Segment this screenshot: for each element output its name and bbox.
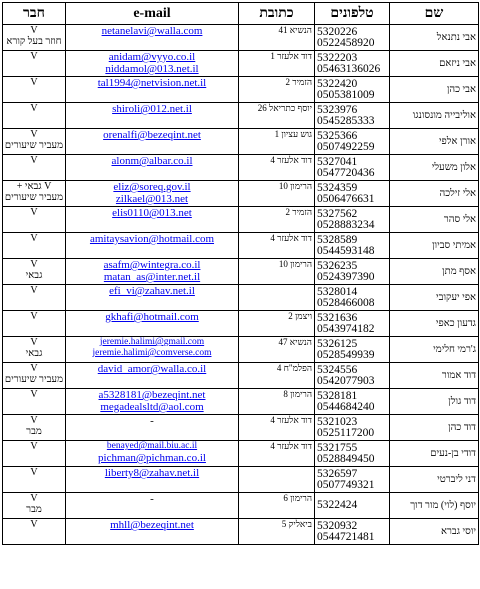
cell-member (3, 337, 66, 363)
email-link[interactable]: liberty8@zahav.net.il (104, 467, 200, 479)
cell-email (66, 25, 239, 51)
cell-name: אלי זילכה (390, 181, 479, 207)
email-link[interactable]: megadealsltd@aol.com (100, 401, 204, 413)
phone-number: 0544593148 (317, 244, 375, 257)
cell-address: דוד אלעזר 4 (239, 155, 315, 181)
phone-number: 5327041 (317, 155, 358, 168)
phone-number: 0507492259 (317, 140, 375, 153)
cell-address: יוסף כתריאל 26 (239, 103, 315, 129)
phone-number: 0543974182 (317, 322, 375, 335)
cell-member (3, 51, 66, 77)
cell-address: ויצמן 2 (239, 311, 315, 337)
cell-name: אבי נתנאל (390, 25, 479, 51)
cell-email (66, 129, 239, 155)
table-row (3, 441, 479, 467)
member-note: V (30, 207, 38, 218)
cell-address: ביאליק 5 (239, 519, 315, 545)
cell-member (3, 311, 66, 337)
member-note: V (30, 77, 38, 88)
cell-email (66, 519, 239, 545)
table-row (3, 363, 479, 389)
phone-number: 0542077903 (317, 374, 375, 387)
member-note: V (30, 259, 38, 270)
cell-phones (315, 493, 390, 519)
cell-email (66, 441, 239, 467)
cell-email (66, 389, 239, 415)
table-row (3, 337, 479, 363)
cell-member (3, 25, 66, 51)
table-row (3, 467, 479, 493)
phone-number: 0506476631 (317, 192, 375, 205)
email-link[interactable]: amitaysavion@hotmail.com (89, 233, 215, 245)
cell-member (3, 389, 66, 415)
table-row (3, 415, 479, 441)
member-note: מבר (26, 426, 42, 437)
header-address: כתובת (239, 3, 315, 25)
email-link[interactable]: niddamol@013.net.il (105, 63, 199, 75)
cell-member (3, 519, 66, 545)
phone-number: 5326125 (317, 337, 358, 350)
table-row (3, 77, 479, 103)
email-link[interactable]: zilkael@013.net (115, 193, 189, 205)
member-note: מבר (26, 504, 42, 515)
member-note: V (30, 363, 38, 374)
email-link[interactable]: alonm@albar.co.il (111, 155, 193, 167)
cell-email (66, 363, 239, 389)
phone-number: 5321755 (317, 441, 358, 454)
header-phones: טלפונים (315, 3, 390, 25)
member-note: V (30, 25, 38, 36)
cell-phones (315, 181, 390, 207)
cell-address: גוש עציון 1 (239, 129, 315, 155)
table-row (3, 207, 479, 233)
member-note: V (30, 103, 38, 114)
table-body (3, 25, 479, 545)
cell-email (66, 311, 239, 337)
member-note: V (30, 415, 38, 426)
phone-number: 5323976 (317, 103, 358, 116)
table-row (3, 181, 479, 207)
cell-name: אמיתי סביון (390, 233, 479, 259)
cell-name: גדעון כאפי (390, 311, 479, 337)
cell-address: דוד אלעזר 4 (239, 415, 315, 441)
cell-email (66, 233, 239, 259)
cell-phones (315, 285, 390, 311)
member-note: V (30, 337, 38, 348)
cell-phones (315, 363, 390, 389)
cell-phones (315, 415, 390, 441)
cell-name: יוסף (לוי) מור דוך (390, 493, 479, 519)
member-note: V (30, 389, 38, 400)
phone-number: 0544721481 (317, 530, 375, 543)
cell-member (3, 415, 66, 441)
cell-member (3, 207, 66, 233)
email-link[interactable]: asafm@wintegra.co.il (103, 259, 201, 271)
cell-email (66, 77, 239, 103)
cell-phones (315, 51, 390, 77)
cell-name: אסף מתן (390, 259, 479, 285)
phone-number: 5328589 (317, 233, 358, 246)
cell-phones (315, 129, 390, 155)
cell-phones (315, 259, 390, 285)
cell-name: אבי ניזאם (390, 51, 479, 77)
member-note: V (30, 51, 38, 62)
member-note: V (30, 285, 38, 296)
table-row (3, 285, 479, 311)
cell-address: הרימון 10 (239, 181, 315, 207)
email-link[interactable]: benayed@mail.biu.ac.il (106, 441, 198, 451)
table-row (3, 389, 479, 415)
cell-address: הנשיא 41 (239, 25, 315, 51)
table-row (3, 493, 479, 519)
cell-address: הפלמ"ח 4 (239, 363, 315, 389)
cell-email (66, 155, 239, 181)
phone-number: 5327562 (317, 207, 358, 220)
member-note: V (30, 233, 38, 244)
cell-name: דוד כהן (390, 415, 479, 441)
cell-phones (315, 441, 390, 467)
cell-phones (315, 233, 390, 259)
email-link[interactable]: david_amor@walla.co.il (97, 363, 207, 375)
cell-name: יוסי גברא (390, 519, 479, 545)
phone-number: 0507749321 (317, 478, 375, 491)
phone-number: 5322420 (317, 77, 358, 90)
phone-number: 5328181 (317, 389, 358, 402)
cell-name: אבי כהן (390, 77, 479, 103)
cell-address: הנשיא 47 (239, 337, 315, 363)
cell-address (239, 285, 315, 311)
cell-address: דוד אלעזר 4 (239, 441, 315, 467)
member-note: V (30, 311, 38, 322)
table-row (3, 311, 479, 337)
table-row (3, 233, 479, 259)
phone-number: 0528883234 (317, 218, 375, 231)
email-empty: - (150, 493, 154, 505)
cell-member (3, 233, 66, 259)
cell-member (3, 103, 66, 129)
phone-number: 5322424 (317, 499, 358, 511)
cell-member (3, 129, 66, 155)
phone-number: 5321023 (317, 415, 358, 428)
phone-number: 0528549939 (317, 348, 375, 361)
cell-member (3, 181, 66, 207)
table-row (3, 103, 479, 129)
cell-name: דודי בן-נעים (390, 441, 479, 467)
member-note: גבאי (25, 348, 43, 359)
cell-address: הזמיר 2 (239, 207, 315, 233)
cell-phones (315, 389, 390, 415)
cell-address: הזמיר 2 (239, 77, 315, 103)
phone-number: 0528849450 (317, 452, 375, 465)
cell-address: דוד אלעזר 4 (239, 233, 315, 259)
header-row (3, 3, 479, 25)
table-row (3, 259, 479, 285)
phone-number: 5326235 (317, 259, 358, 272)
table-row (3, 129, 479, 155)
cell-phones (315, 207, 390, 233)
cell-phones (315, 337, 390, 363)
email-link[interactable]: a5328181@bezeqint.net (98, 389, 206, 401)
cell-name: אלי סהר (390, 207, 479, 233)
cell-address: הרימון 10 (239, 259, 315, 285)
cell-name: אורן אלפי (390, 129, 479, 155)
member-note: V (30, 493, 38, 504)
table-row (3, 51, 479, 77)
phone-number: 0545285333 (317, 114, 375, 127)
email-link[interactable]: mhll@bezeqint.net (110, 519, 194, 531)
member-note: V (30, 441, 38, 452)
email-link[interactable]: pichman@pichman.co.il (98, 452, 206, 464)
phone-number: 5322203 (317, 51, 358, 64)
phone-number: 5325366 (317, 129, 358, 142)
cell-email (66, 467, 239, 493)
email-link[interactable]: matan_as@inter.net.il (103, 271, 201, 283)
contacts-table (2, 2, 479, 545)
phone-number: 0524397390 (317, 270, 375, 283)
member-note: V (30, 129, 38, 140)
email-link[interactable]: jeremie.halimi@comverse.com (92, 348, 212, 358)
member-note: מעביר שיעורים (4, 192, 63, 203)
cell-address: הרימון 8 (239, 389, 315, 415)
cell-email (66, 415, 239, 441)
cell-phones (315, 77, 390, 103)
cell-email (66, 259, 239, 285)
phone-number: 5326597 (317, 467, 358, 480)
cell-name: דני ליברטי (390, 467, 479, 493)
cell-email (66, 207, 239, 233)
cell-email (66, 103, 239, 129)
cell-name: דוד גולן (390, 389, 479, 415)
cell-member (3, 363, 66, 389)
cell-email (66, 493, 239, 519)
cell-name: ג'רמי חלימי (390, 337, 479, 363)
cell-name: דוד אמור (390, 363, 479, 389)
phone-number: 5324556 (317, 363, 358, 376)
phone-number: 0505381009 (317, 88, 375, 101)
cell-phones (315, 155, 390, 181)
cell-member (3, 77, 66, 103)
phone-number: 0528466008 (317, 296, 375, 309)
cell-address: הרימון 6 (239, 493, 315, 519)
email-link[interactable]: elis0110@013.net (112, 207, 192, 219)
phone-number: 0544684240 (317, 400, 375, 413)
cell-member (3, 441, 66, 467)
email-link[interactable]: tal1994@netvision.net.il (97, 77, 207, 89)
cell-member (3, 259, 66, 285)
member-note: מעביר שיעורים (4, 374, 63, 385)
email-link[interactable]: anidam@vyyo.co.il (108, 51, 196, 63)
cell-member (3, 467, 66, 493)
phone-number: 0547720436 (317, 166, 375, 179)
email-link[interactable]: jeremie.halimi@gmail.com (99, 337, 205, 347)
cell-phones (315, 519, 390, 545)
cell-phones (315, 467, 390, 493)
phone-number: 5320226 (317, 25, 358, 38)
cell-member (3, 493, 66, 519)
table-row (3, 519, 479, 545)
email-link[interactable]: shiroli@012.net.il (112, 103, 192, 115)
member-note: גבאי (25, 270, 43, 281)
cell-address (239, 467, 315, 493)
phone-number: 05463136026 (317, 62, 381, 75)
member-note: V (30, 467, 38, 478)
header-member: חבר (3, 3, 66, 25)
email-link[interactable]: gkhafi@hotmail.com (105, 311, 199, 323)
phone-number: 5328014 (317, 285, 358, 298)
member-note: V (30, 519, 38, 530)
member-note: חוזר בעל קורא (6, 36, 62, 47)
phone-number: 0525117200 (317, 426, 375, 439)
cell-phones (315, 103, 390, 129)
email-link[interactable]: eliz@soreq.gov.il (113, 181, 191, 193)
header-email: e-mail (66, 3, 239, 25)
member-note: V (30, 155, 38, 166)
cell-email (66, 337, 239, 363)
table-row (3, 25, 479, 51)
member-note: מעביר שיעורים (4, 140, 63, 151)
phone-number: 5324359 (317, 181, 358, 194)
email-empty: - (150, 415, 154, 427)
phone-number: 5321636 (317, 311, 358, 324)
phone-number: 5320932 (317, 519, 358, 532)
header-name: שם (390, 3, 479, 25)
cell-email (66, 285, 239, 311)
cell-member (3, 285, 66, 311)
cell-email (66, 51, 239, 77)
cell-address: דוד אלעזר 1 (239, 51, 315, 77)
email-link[interactable]: netanelavi@walla.com (101, 25, 203, 37)
table-row (3, 155, 479, 181)
cell-email (66, 181, 239, 207)
phone-number: 0522458920 (317, 36, 375, 49)
cell-member (3, 155, 66, 181)
email-link[interactable]: efi_vi@zahav.net.il (109, 285, 195, 297)
cell-phones (315, 25, 390, 51)
cell-name: אוליבייה מונסונגו (390, 103, 479, 129)
email-link[interactable]: orenalfi@bezeqint.net (103, 129, 201, 141)
cell-name: אלון משעלי (390, 155, 479, 181)
cell-phones (315, 311, 390, 337)
member-note: V גבאי + (16, 181, 52, 192)
cell-name: אפי יעקובי (390, 285, 479, 311)
